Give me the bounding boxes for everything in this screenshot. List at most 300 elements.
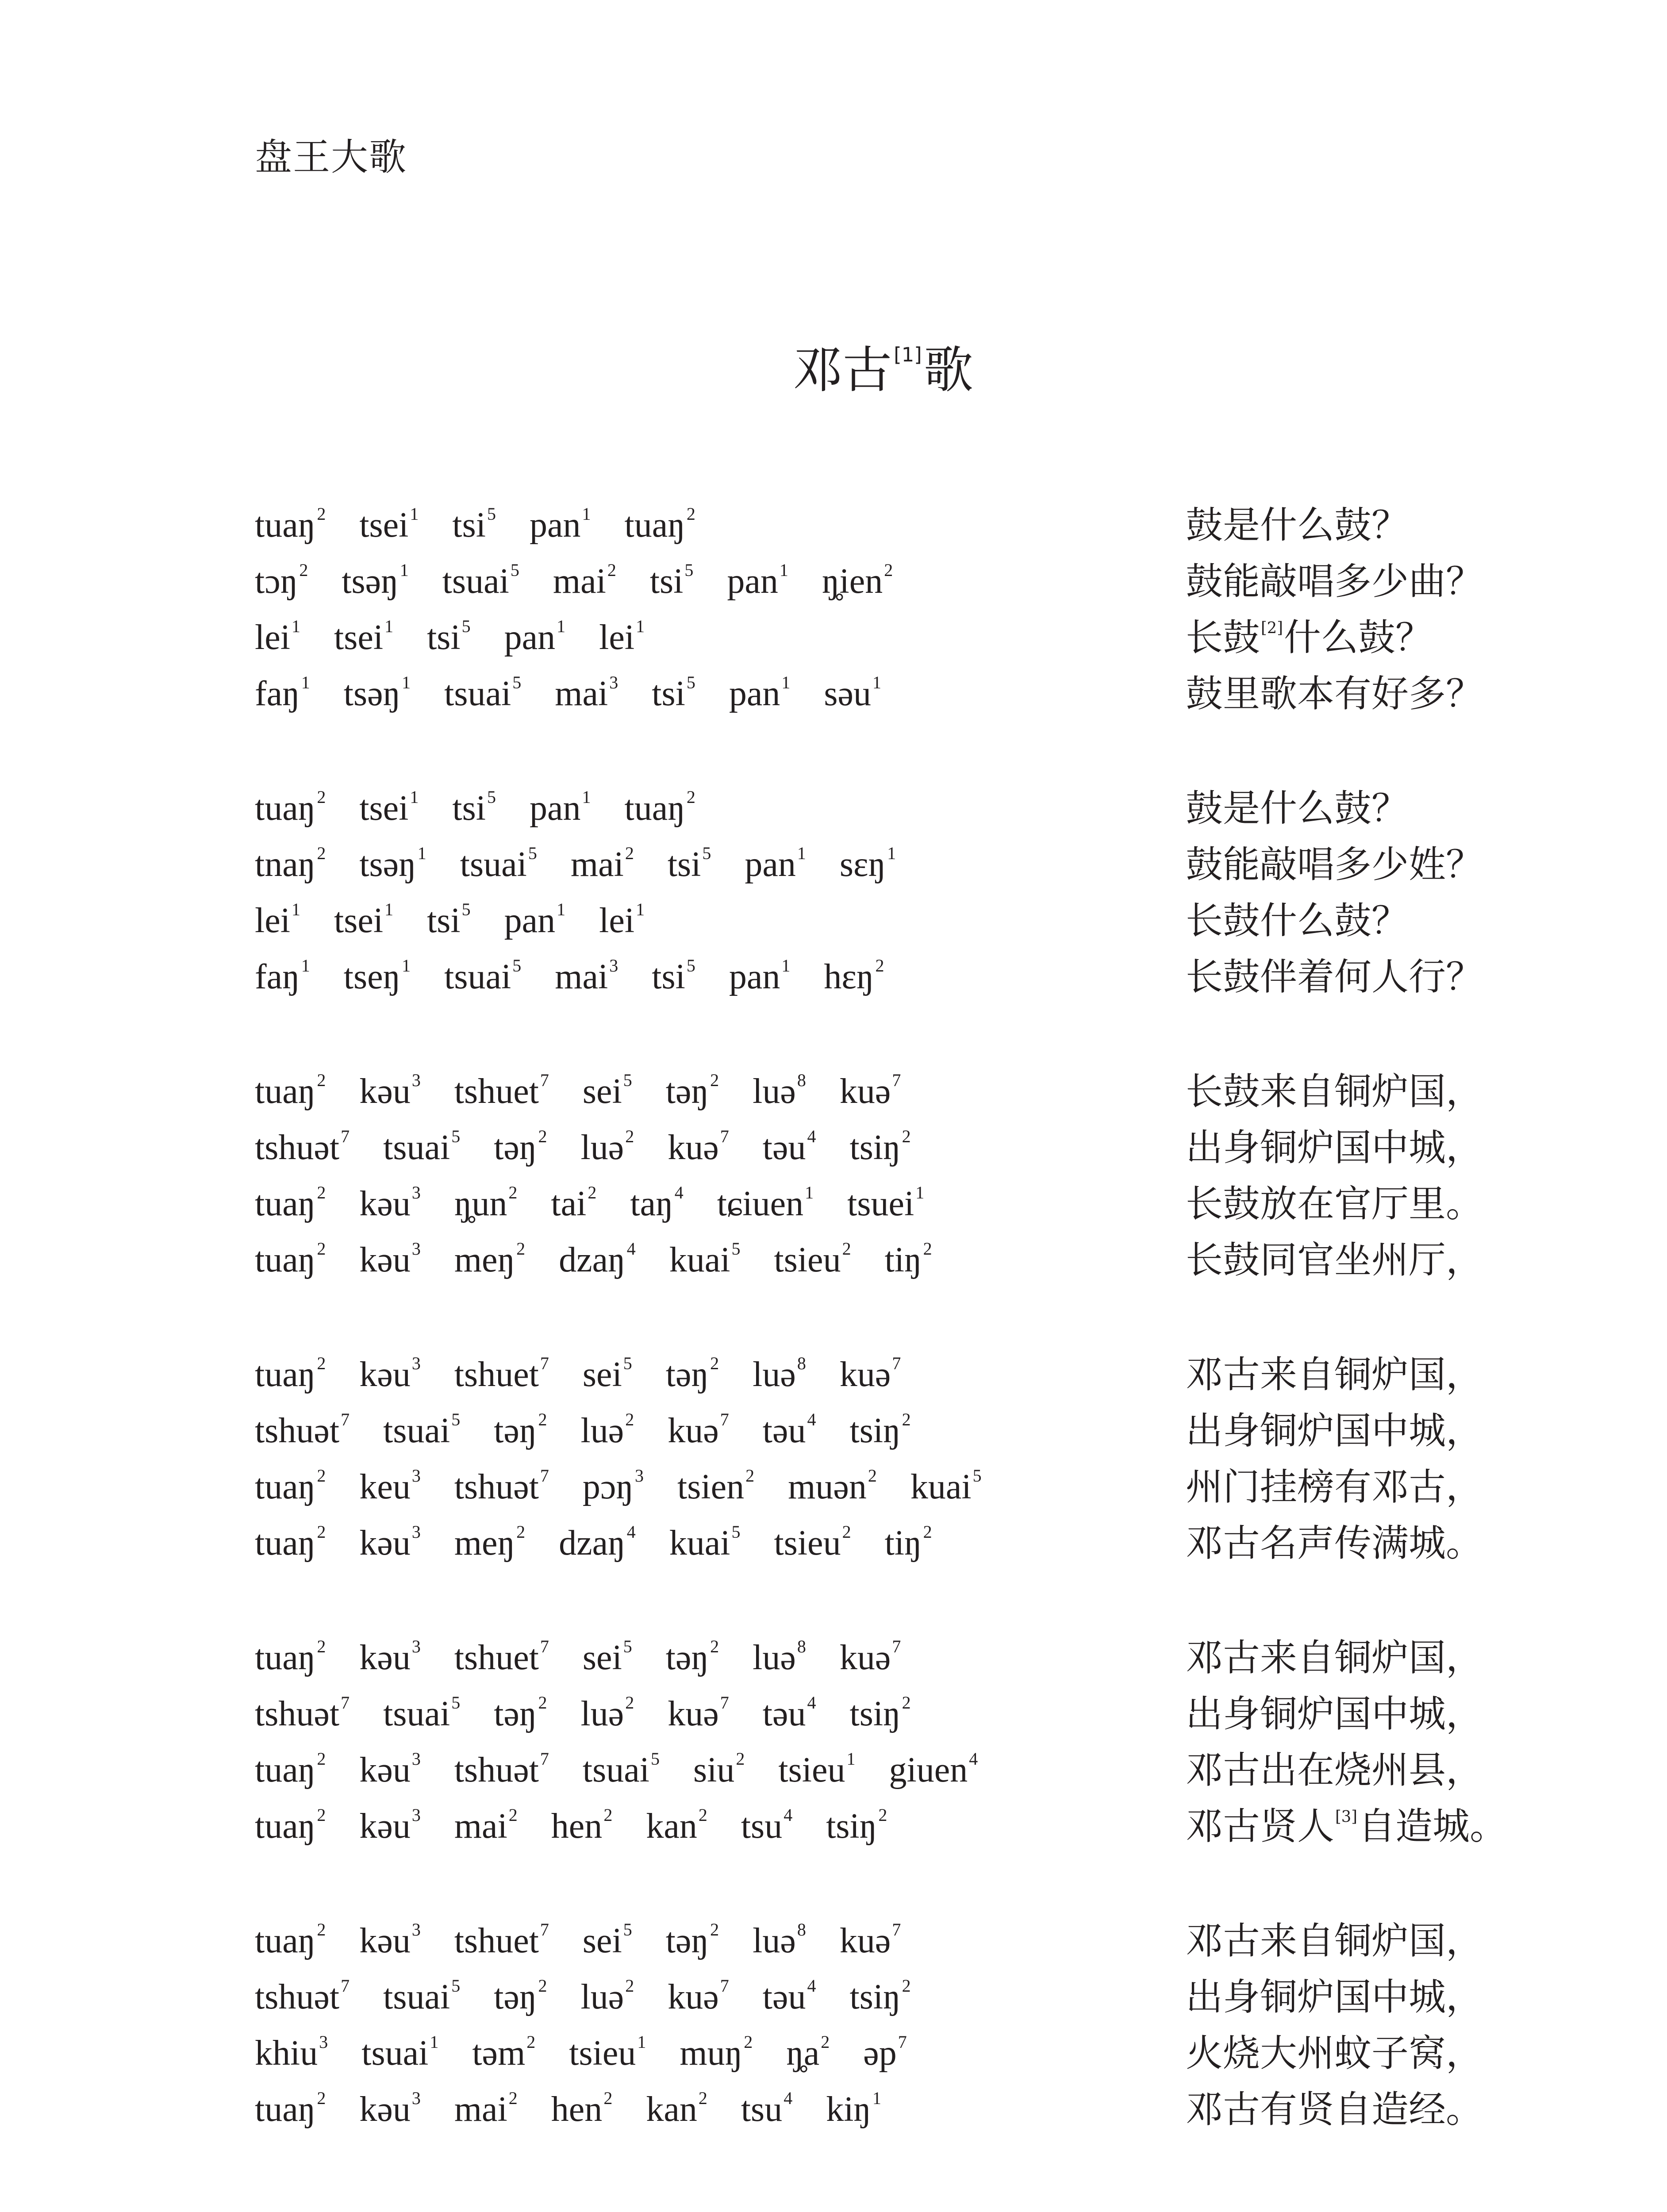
syllable-text: tuaŋ <box>624 788 685 828</box>
translation-text: 邓古来自铜炉国， <box>1186 1919 1483 1962</box>
syllable-text: tuaŋ <box>255 1523 316 1563</box>
translation-text: 州门挂榜有邓古， <box>1186 1465 1483 1509</box>
syllable <box>649 560 694 601</box>
syllable-text: kəu <box>359 2089 411 2129</box>
chinese-translation <box>1186 1352 1511 1396</box>
translation-text: 鼓是什么鼓？ <box>1186 503 1409 547</box>
tone-number: 2 <box>710 1919 719 1939</box>
verse-line <box>255 2025 1511 2081</box>
syllable-text: tiŋ <box>884 1240 922 1279</box>
syllable <box>454 1465 549 1506</box>
syllable-text: pɔŋ <box>582 1467 634 1506</box>
syllable-text: tuaŋ <box>255 1806 316 1846</box>
tone-number: 2 <box>607 560 616 580</box>
syllable-text: tsəŋ <box>359 845 416 884</box>
syllable <box>454 1521 526 1563</box>
verse-body <box>255 497 1511 2137</box>
stanza <box>255 1912 1511 2137</box>
romanization-line <box>255 560 1186 601</box>
syllable-text: əp <box>863 2033 897 2073</box>
syllable-text: tsuai <box>383 1128 450 1167</box>
syllable-text: pan <box>530 788 581 828</box>
tone-number: 5 <box>623 1070 632 1090</box>
tone-number: 1 <box>781 955 791 975</box>
verse-line <box>255 553 1511 609</box>
translation-text: 长鼓什么鼓？ <box>1186 899 1409 942</box>
tone-number: 1 <box>887 843 896 863</box>
tone-number: 1 <box>301 672 310 692</box>
tone-number: 3 <box>609 955 618 975</box>
tone-number: 1 <box>781 672 791 692</box>
tone-number: 5 <box>512 955 522 975</box>
tone-number: 2 <box>902 1692 911 1713</box>
tone-number: 3 <box>411 1919 421 1939</box>
tone-number: 2 <box>538 1692 547 1713</box>
syllable <box>454 2088 518 2129</box>
tone-number: 5 <box>623 1353 632 1373</box>
romanization-line <box>255 2088 1186 2129</box>
tone-number: 7 <box>540 1070 549 1090</box>
syllable-text: tshuet <box>454 1355 539 1394</box>
syllable <box>849 1126 911 1167</box>
tone-number: 7 <box>341 1975 350 1996</box>
tone-number: 2 <box>317 843 326 863</box>
syllable-text: kuə <box>839 1921 891 1960</box>
tone-number: 1 <box>872 672 881 692</box>
syllable <box>255 1748 326 1790</box>
tone-number: 1 <box>636 616 645 636</box>
tone-number: 2 <box>603 1805 613 1825</box>
syllable <box>255 1805 326 1846</box>
syllable <box>753 1353 806 1394</box>
syllable-text: tuaŋ <box>255 788 316 828</box>
syllable-text: lei <box>599 618 635 657</box>
tone-number: 5 <box>451 1409 461 1429</box>
syllable <box>255 1182 326 1223</box>
syllable-text: kiŋ <box>826 2089 871 2129</box>
tone-number: 2 <box>868 1465 877 1486</box>
tone-number: 5 <box>510 560 519 580</box>
tone-number: 2 <box>686 503 695 524</box>
tone-number: 2 <box>603 2088 613 2108</box>
syllable-text: pan <box>530 505 581 545</box>
syllable <box>359 787 419 828</box>
syllable <box>427 616 471 657</box>
syllable <box>383 1409 461 1450</box>
verse-line <box>255 497 1511 553</box>
tone-number: 5 <box>487 503 496 524</box>
syllable-text: kan <box>646 2089 697 2129</box>
tone-number: 1 <box>430 2032 439 2052</box>
syllable-text: tsu <box>741 2089 783 2129</box>
syllable <box>551 1182 597 1223</box>
syllable <box>359 1636 421 1677</box>
syllable-text: təŋ <box>665 1071 709 1111</box>
syllable-text: tsei <box>359 505 409 545</box>
translation-text: 邓古来自铜炉国， <box>1186 1352 1483 1396</box>
verse-line <box>255 1402 1511 1459</box>
chinese-translation <box>1186 2031 1511 2075</box>
syllable <box>454 1636 549 1677</box>
syllable-text: kuə <box>839 1355 891 1394</box>
tone-number: 5 <box>528 843 537 863</box>
verse-line <box>255 836 1511 892</box>
chinese-translation <box>1186 1125 1511 1169</box>
syllable <box>359 1521 421 1563</box>
syllable-text: luə <box>753 1638 796 1677</box>
chinese-translation <box>1186 559 1511 603</box>
chinese-translation <box>1186 1238 1511 1282</box>
syllable <box>580 1692 634 1733</box>
syllable <box>454 1805 518 1846</box>
tone-number: 1 <box>846 1748 856 1769</box>
tone-number: 7 <box>341 1692 350 1713</box>
tone-number: 1 <box>637 2032 646 2052</box>
syllable-text: tuaŋ <box>624 505 685 545</box>
syllable <box>383 1975 461 2016</box>
syllable-text: tshuət <box>255 1411 340 1450</box>
syllable <box>762 1975 816 2016</box>
syllable <box>668 1975 729 2016</box>
syllable-text: luə <box>580 1977 624 2016</box>
verse-line <box>255 1798 1511 1854</box>
syllable <box>494 1126 547 1167</box>
syllable-text: tsieu <box>569 2033 636 2073</box>
syllable <box>665 1919 719 1960</box>
chinese-translation <box>1186 1069 1511 1113</box>
syllable-text: təŋ <box>494 1694 537 1733</box>
syllable-text: tshuət <box>454 1750 539 1790</box>
romanization-line <box>255 1238 1186 1279</box>
syllable <box>255 1975 350 2016</box>
tone-number: 1 <box>384 616 394 636</box>
syllable <box>452 503 496 545</box>
tone-number: 7 <box>892 1353 901 1373</box>
syllable <box>582 1919 632 1960</box>
syllable <box>460 843 537 884</box>
syllable-text: təu <box>762 1694 806 1733</box>
syllable-text: kəu <box>359 1638 411 1677</box>
tone-number: 5 <box>623 1919 632 1939</box>
syllable <box>741 1805 793 1846</box>
tone-number: 7 <box>892 1919 901 1939</box>
tone-number: 1 <box>557 616 566 636</box>
syllable <box>774 1238 851 1279</box>
tone-number: 2 <box>923 1238 932 1259</box>
tone-number: 2 <box>317 1182 326 1202</box>
translation-text: 长鼓同官坐州厅， <box>1186 1238 1483 1282</box>
tone-number: 1 <box>805 1182 814 1202</box>
romanization-line <box>255 1521 1186 1563</box>
translation-text: 邓古出在烧州县， <box>1186 1748 1483 1792</box>
tone-number: 2 <box>736 1748 745 1769</box>
syllable-text: faŋ <box>255 674 300 713</box>
syllable <box>255 560 308 601</box>
syllable <box>652 955 695 996</box>
syllable <box>359 1070 421 1111</box>
syllable <box>582 1465 644 1506</box>
tone-number: 8 <box>797 1636 806 1656</box>
syllable-text: tseŋ <box>343 957 401 996</box>
syllable-text: tsi <box>649 561 684 601</box>
syllable-text: tsuei <box>847 1184 914 1223</box>
syllable-text: tsiŋ <box>849 1411 901 1450</box>
syllable-text: tnaŋ <box>255 845 316 884</box>
syllable-text: pan <box>504 901 556 940</box>
syllable-text: təŋ <box>494 1128 537 1167</box>
syllable-text: pan <box>504 618 556 657</box>
syllable <box>665 1636 719 1677</box>
romanization-line <box>255 672 1186 713</box>
translation-text: 出身铜炉国中城， <box>1186 1409 1483 1452</box>
tone-number: 2 <box>842 1238 851 1259</box>
syllable <box>889 1748 978 1790</box>
stanza <box>255 1629 1511 1854</box>
tone-number: 2 <box>625 843 634 863</box>
syllable-text: səu <box>824 674 871 713</box>
syllable-text: tuaŋ <box>255 1750 316 1790</box>
romanization-line <box>255 1636 1186 1677</box>
syllable <box>427 899 471 940</box>
syllable-text: lei <box>255 901 290 940</box>
syllable-text: tsieu <box>774 1523 841 1563</box>
tone-number: 2 <box>698 2088 707 2108</box>
tone-number: 1 <box>417 843 426 863</box>
tone-number: 3 <box>411 1748 421 1769</box>
tone-number: 5 <box>731 1238 741 1259</box>
syllable <box>255 955 310 996</box>
tone-number: 5 <box>623 1636 632 1656</box>
translation-text: 出身铜炉国中城， <box>1186 1692 1483 1736</box>
syllable-text: kəu <box>359 1750 411 1790</box>
tone-number: 2 <box>508 2088 518 2108</box>
syllable <box>255 1521 326 1563</box>
romanization-line <box>255 899 1186 940</box>
tone-number: 2 <box>902 1975 911 1996</box>
syllable <box>559 1238 636 1279</box>
verse-line <box>255 1459 1511 1515</box>
syllable-text: mai <box>555 674 608 713</box>
tone-number: 4 <box>807 1409 816 1429</box>
syllable <box>884 1238 932 1279</box>
chinese-translation <box>1186 1692 1511 1736</box>
chinese-translation <box>1186 672 1511 715</box>
tone-number: 1 <box>410 787 419 807</box>
syllable <box>669 1521 741 1563</box>
syllable-text: tsien <box>677 1467 745 1506</box>
syllable <box>444 672 522 713</box>
syllable <box>334 616 394 657</box>
syllable <box>255 616 300 657</box>
syllable <box>255 899 300 940</box>
syllable <box>359 1748 421 1790</box>
tone-number: 3 <box>411 1805 421 1825</box>
syllable-text: tsi <box>452 505 486 545</box>
syllable <box>646 1805 707 1846</box>
tone-number: 1 <box>402 955 411 975</box>
syllable-text: tsieu <box>778 1750 845 1790</box>
tone-number: 7 <box>540 1636 549 1656</box>
chinese-translation <box>1186 899 1511 942</box>
syllable-text: muən <box>788 1467 867 1506</box>
tone-number: 1 <box>410 503 419 524</box>
syllable <box>361 2032 439 2073</box>
footnote-marker: [2] <box>1261 618 1283 637</box>
verse-line <box>255 1629 1511 1686</box>
tone-number: 2 <box>625 1126 634 1146</box>
tone-number: 7 <box>892 1636 901 1656</box>
syllable-text: tuaŋ <box>255 2089 316 2129</box>
romanization-line <box>255 955 1186 996</box>
syllable <box>452 787 496 828</box>
syllable-text: tuaŋ <box>255 1240 316 1279</box>
syllable <box>359 2088 421 2129</box>
romanization-line <box>255 616 1186 657</box>
tone-number: 3 <box>411 1353 421 1373</box>
tone-number: 7 <box>720 1126 729 1146</box>
syllable-text: giuen <box>889 1750 968 1790</box>
tone-number: 1 <box>402 672 411 692</box>
footnote-marker: [3] <box>1335 1807 1357 1826</box>
tone-number: 2 <box>625 1975 634 1996</box>
tone-number: 1 <box>291 616 300 636</box>
romanization-line <box>255 2032 1186 2073</box>
syllable <box>255 1409 350 1450</box>
verse-line <box>255 1969 1511 2025</box>
tone-number: 2 <box>878 1805 887 1825</box>
syllable <box>839 843 896 884</box>
syllable <box>580 1975 634 2016</box>
syllable-text: siu <box>693 1750 735 1790</box>
syllable <box>717 1182 814 1223</box>
romanization-line <box>255 1126 1186 1167</box>
syllable-text: sei <box>582 1921 622 1960</box>
syllable <box>753 1070 806 1111</box>
syllable-text: kuə <box>839 1638 891 1677</box>
syllable-text: tuaŋ <box>255 1467 316 1506</box>
chinese-translation <box>1186 615 1511 659</box>
chinese-translation <box>1186 1919 1511 1962</box>
tone-number: 2 <box>875 955 884 975</box>
syllable <box>530 787 591 828</box>
syllable <box>454 1748 549 1790</box>
tone-number: 3 <box>319 2032 328 2052</box>
verse-line <box>255 1742 1511 1798</box>
syllable-text: təu <box>762 1411 806 1450</box>
syllable <box>255 1465 326 1506</box>
footnote-marker: [1] <box>894 342 922 366</box>
tone-number: 2 <box>923 1521 932 1542</box>
syllable <box>786 2032 830 2073</box>
syllable-text: tiŋ <box>884 1523 922 1563</box>
tone-number: 1 <box>384 899 394 919</box>
chinese-translation <box>1186 2087 1511 2131</box>
tone-number: 7 <box>720 1975 729 1996</box>
syllable-text: kuə <box>668 1977 719 2016</box>
syllable <box>646 2088 707 2129</box>
syllable-text: tsuai <box>444 674 511 713</box>
syllable-text: taŋ <box>630 1184 673 1223</box>
syllable <box>504 616 566 657</box>
romanization-line <box>255 1182 1186 1223</box>
tone-number: 3 <box>411 1070 421 1090</box>
syllable <box>839 1919 901 1960</box>
syllable-text: tsiŋ <box>826 1806 877 1846</box>
syllable-text: tuaŋ <box>255 505 316 545</box>
syllable-text: dzaŋ <box>559 1523 626 1563</box>
syllable <box>826 1805 887 1846</box>
verse-line <box>255 1346 1511 1402</box>
syllable <box>442 560 519 601</box>
syllable <box>753 1636 806 1677</box>
syllable <box>255 1126 350 1167</box>
syllable-text: tshuət <box>255 1977 340 2016</box>
tone-number: 5 <box>461 616 471 636</box>
syllable <box>824 672 881 713</box>
syllable-text: tshuət <box>255 1694 340 1733</box>
syllable-text: sei <box>582 1638 622 1677</box>
syllable-text: keu <box>359 1467 411 1506</box>
romanization-line <box>255 1409 1186 1450</box>
syllable-text: tshuət <box>454 1467 539 1506</box>
tone-number: 8 <box>797 1070 806 1090</box>
syllable <box>359 1465 421 1506</box>
syllable <box>494 1409 547 1450</box>
syllable-text: hɛŋ <box>824 957 874 996</box>
tone-number: 5 <box>686 672 695 692</box>
tone-number: 1 <box>582 503 591 524</box>
verse-line <box>255 892 1511 949</box>
syllable <box>359 843 426 884</box>
syllable-text: tsi <box>452 788 486 828</box>
syllable-text: tuaŋ <box>255 1184 316 1223</box>
tone-number: 1 <box>291 899 300 919</box>
tone-number: 2 <box>508 1182 518 1202</box>
tone-number: 2 <box>317 1805 326 1825</box>
syllable-text: tsuai <box>442 561 509 601</box>
syllable <box>570 843 634 884</box>
syllable-text: tuaŋ <box>255 1071 316 1111</box>
syllable <box>569 2032 646 2073</box>
tone-number: 1 <box>301 955 310 975</box>
syllable-text: kəu <box>359 1523 411 1563</box>
romanization-line <box>255 843 1186 884</box>
syllable <box>849 1409 911 1450</box>
tone-number: 7 <box>540 1919 549 1939</box>
syllable-text: luə <box>580 1694 624 1733</box>
syllable-text: tsəŋ <box>343 674 401 713</box>
verse-line <box>255 1119 1511 1175</box>
syllable <box>504 899 566 940</box>
syllable-text: luə <box>753 1071 796 1111</box>
syllable <box>665 1353 719 1394</box>
syllable <box>839 1353 901 1394</box>
chinese-translation <box>1186 1465 1511 1509</box>
verse-line <box>255 1912 1511 1969</box>
tone-number: 5 <box>686 955 695 975</box>
syllable <box>624 787 695 828</box>
tone-number: 8 <box>797 1353 806 1373</box>
syllable-text: sɛŋ <box>839 845 886 884</box>
syllable-text: tshuət <box>255 1128 340 1167</box>
tone-number: 3 <box>411 1521 421 1542</box>
tone-number: 2 <box>686 787 695 807</box>
stanza <box>255 1346 1511 1571</box>
syllable <box>454 1353 549 1394</box>
chinese-translation <box>1186 955 1511 998</box>
tone-number: 3 <box>411 1182 421 1202</box>
tone-number: 5 <box>731 1521 741 1542</box>
